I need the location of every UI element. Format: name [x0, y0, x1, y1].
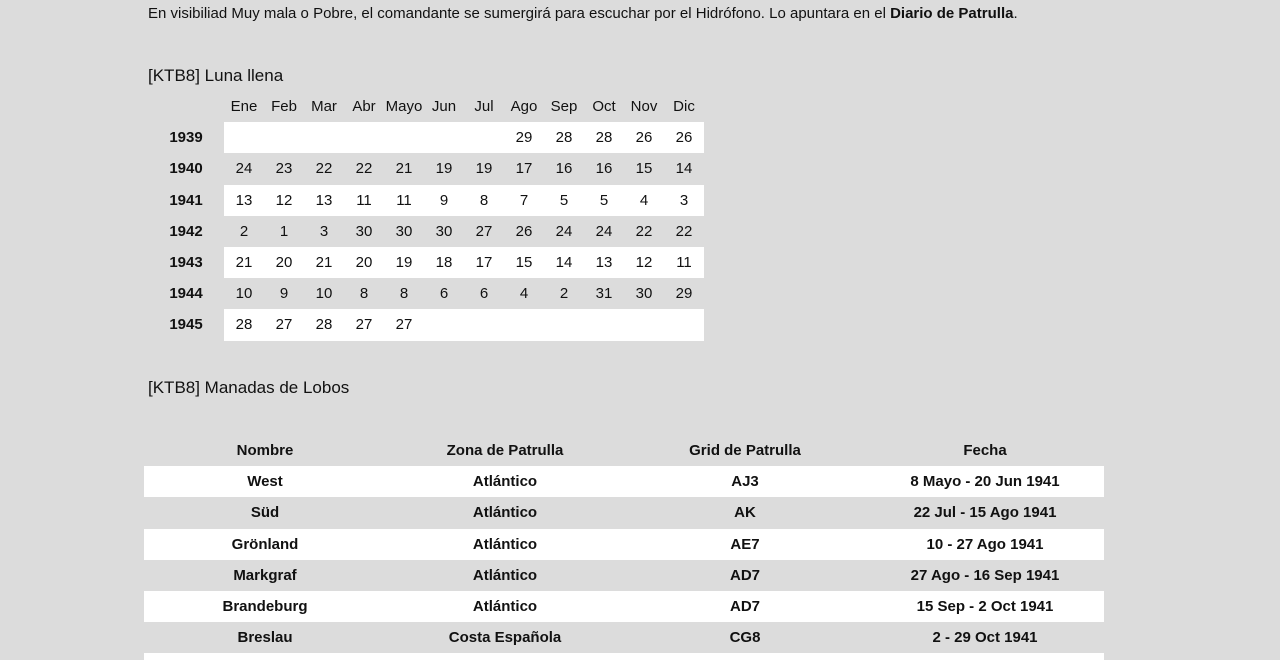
zona-cell: Atlántico — [472, 566, 538, 584]
moon-day-cell: 22 — [635, 222, 653, 240]
moon-day-cell: 19 — [384, 247, 424, 278]
moon-day-cell: 17 — [464, 247, 504, 278]
moon-day-cell: 26 — [515, 222, 533, 240]
fecha-cell: 15 Sep - 2 Oct 1941 — [866, 591, 1104, 622]
moon-section-title: [KTB8] Luna llena — [148, 66, 284, 85]
moon-day-cell: 13 — [584, 247, 624, 278]
moon-day-cell: 9 — [279, 285, 289, 303]
moon-day-cell: 16 — [595, 160, 613, 178]
moon-day-cell: 16 — [555, 160, 573, 178]
moon-day-cell: 24 — [235, 160, 253, 178]
moon-day-cell: 8 — [464, 185, 504, 216]
month-header: Ene — [230, 98, 258, 116]
moon-day-cell: 3 — [319, 222, 329, 240]
moon-day-cell: 18 — [424, 247, 464, 278]
month-header: Jun — [431, 98, 457, 116]
month-header: Abr — [352, 98, 376, 116]
intro-text: En visibiliad Muy mala o Pobre, el comandante se sumergirá para escuchar por el Hidrófono. Lo apuntara en el — [148, 5, 891, 22]
moon-row — [148, 185, 704, 216]
moon-day-cell — [344, 122, 384, 153]
zona-cell: Atlántico — [386, 529, 624, 560]
fecha-cell: 10 - 27 Ago 1941 — [866, 529, 1104, 560]
full-moon-table — [148, 91, 704, 341]
intro-paragraph — [148, 4, 1018, 24]
moon-day-cell: 1 — [279, 222, 289, 240]
moon-day-cell — [264, 122, 304, 153]
moon-day-cell: 7 — [504, 185, 544, 216]
moon-day-cell: 12 — [624, 247, 664, 278]
moon-day-cell: 6 — [479, 285, 489, 303]
grid-cell: AK — [734, 504, 756, 522]
moon-day-cell: 27 — [384, 309, 424, 340]
moon-day-cell — [304, 122, 344, 153]
moon-day-cell: 6 — [439, 285, 449, 303]
moon-day-cell: 15 — [635, 160, 653, 178]
grid-cell: AE7 — [624, 529, 866, 560]
month-header: Mayo — [385, 98, 423, 116]
moon-day-cell: 20 — [264, 247, 304, 278]
moon-day-cell — [624, 309, 664, 340]
moon-day-cell: 3 — [664, 185, 704, 216]
year-cell: 1945 — [169, 316, 203, 334]
zona-cell: Atlántico — [386, 466, 624, 497]
moon-day-cell — [544, 309, 584, 340]
table-row — [144, 560, 1104, 591]
moon-day-cell: 14 — [675, 160, 693, 178]
moon-row — [148, 247, 704, 278]
moon-day-cell: 22 — [675, 222, 693, 240]
moon-day-cell: 24 — [555, 222, 573, 240]
month-header: Feb — [271, 98, 297, 116]
moon-header-row — [148, 91, 704, 122]
column-header-grid: Grid de Patrulla — [689, 442, 801, 460]
moon-row — [148, 122, 704, 153]
moon-day-cell: 28 — [224, 309, 264, 340]
moon-day-cell: 20 — [344, 247, 384, 278]
moon-day-cell: 11 — [384, 185, 424, 216]
table-row — [144, 622, 1104, 653]
nombre-cell: Markgraf — [233, 566, 297, 584]
nombre-cell: Brandeburg — [144, 591, 386, 622]
moon-day-cell: 5 — [584, 185, 624, 216]
moon-day-cell: 26 — [624, 122, 664, 153]
moon-day-cell: 21 — [304, 247, 344, 278]
table-row-partial — [144, 653, 1104, 660]
moon-day-cell — [504, 309, 544, 340]
moon-day-cell: 13 — [224, 185, 264, 216]
nombre-cell: Breslau — [237, 629, 293, 647]
column-header-nombre: Nombre — [236, 442, 294, 460]
moon-day-cell: 28 — [544, 122, 584, 153]
moon-day-cell: 8 — [399, 285, 409, 303]
moon-day-cell: 11 — [344, 185, 384, 216]
fecha-cell: 27 Ago - 16 Sep 1941 — [910, 566, 1060, 584]
moon-day-cell: 19 — [435, 160, 453, 178]
moon-day-cell: 28 — [304, 309, 344, 340]
moon-day-cell: 15 — [504, 247, 544, 278]
moon-day-cell — [664, 309, 704, 340]
month-header: Oct — [592, 98, 616, 116]
month-header: Ago — [510, 98, 538, 116]
moon-day-cell — [424, 309, 464, 340]
moon-day-cell: 14 — [544, 247, 584, 278]
moon-day-cell: 10 — [315, 285, 333, 303]
moon-day-cell — [384, 122, 424, 153]
fecha-cell: 8 Mayo - 20 Jun 1941 — [866, 466, 1104, 497]
moon-day-cell: 30 — [435, 222, 453, 240]
moon-day-cell: 8 — [359, 285, 369, 303]
month-header: Mar — [311, 98, 337, 116]
moon-row — [148, 278, 704, 309]
grid-cell: CG8 — [729, 629, 761, 647]
moon-day-cell: 21 — [395, 160, 413, 178]
moon-day-cell: 5 — [544, 185, 584, 216]
moon-day-cell: 31 — [595, 285, 613, 303]
moon-day-cell: 19 — [475, 160, 493, 178]
moon-day-cell — [224, 122, 264, 153]
moon-day-cell — [424, 122, 464, 153]
table-row — [144, 466, 1104, 497]
column-header-fecha: Fecha — [963, 442, 1007, 460]
moon-day-cell: 2 — [239, 222, 249, 240]
grid-cell: AD7 — [624, 591, 866, 622]
year-cell: 1942 — [169, 222, 203, 240]
grid-cell: AD7 — [729, 566, 760, 584]
grid-cell: AJ3 — [624, 466, 866, 497]
table-row — [144, 497, 1104, 528]
nombre-cell: Süd — [250, 504, 280, 522]
month-header: Jul — [474, 98, 494, 116]
moon-day-cell: 21 — [224, 247, 264, 278]
moon-day-cell: 4 — [624, 185, 664, 216]
moon-day-cell: 27 — [475, 222, 493, 240]
moon-row — [148, 216, 704, 247]
moon-day-cell: 26 — [664, 122, 704, 153]
year-cell: 1941 — [169, 191, 203, 209]
nombre-cell: Grönland — [144, 529, 386, 560]
moon-day-cell — [584, 309, 624, 340]
moon-day-cell — [464, 309, 504, 340]
moon-day-cell: 4 — [519, 285, 529, 303]
moon-day-cell: 9 — [424, 185, 464, 216]
nombre-cell: West — [144, 466, 386, 497]
year-header-cell — [148, 91, 224, 122]
moon-day-cell: 24 — [595, 222, 613, 240]
moon-day-cell: 13 — [304, 185, 344, 216]
moon-day-cell: 27 — [264, 309, 304, 340]
zona-cell: Atlántico — [472, 504, 538, 522]
year-cell: 1940 — [169, 160, 203, 178]
moon-day-cell: 27 — [344, 309, 384, 340]
table-row — [144, 529, 1104, 560]
moon-day-cell: 29 — [675, 285, 693, 303]
moon-day-cell: 17 — [515, 160, 533, 178]
moon-day-cell: 2 — [559, 285, 569, 303]
column-header-zona: Zona de Patrulla — [446, 442, 564, 460]
wolfpack-section-title: [KTB8] Manadas de Lobos — [148, 378, 350, 397]
year-cell: 1944 — [169, 285, 203, 303]
intro-end: . — [1013, 5, 1018, 22]
year-cell: 1939 — [169, 129, 203, 147]
moon-day-cell: 22 — [355, 160, 373, 178]
moon-row — [148, 153, 704, 184]
moon-row — [148, 309, 704, 340]
moon-day-cell: 30 — [635, 285, 653, 303]
moon-day-cell: 12 — [264, 185, 304, 216]
moon-day-cell: 22 — [315, 160, 333, 178]
moon-day-cell: 29 — [504, 122, 544, 153]
fecha-cell: 2 - 29 Oct 1941 — [932, 629, 1038, 647]
moon-day-cell — [464, 122, 504, 153]
moon-day-cell: 11 — [664, 247, 704, 278]
moon-day-cell: 28 — [584, 122, 624, 153]
moon-day-cell: 10 — [235, 285, 253, 303]
year-cell: 1943 — [169, 254, 203, 272]
zona-cell: Atlántico — [386, 591, 624, 622]
wolfpack-table — [144, 435, 1104, 653]
month-header: Dic — [673, 98, 695, 116]
month-header: Sep — [550, 98, 578, 116]
fecha-cell: 22 Jul - 15 Ago 1941 — [913, 504, 1057, 522]
moon-day-cell: 30 — [355, 222, 373, 240]
moon-day-cell: 30 — [395, 222, 413, 240]
moon-day-cell: 23 — [275, 160, 293, 178]
wolfpack-header-row — [144, 435, 1104, 466]
table-row — [144, 591, 1104, 622]
zona-cell: Costa Española — [448, 629, 562, 647]
month-header: Nov — [630, 98, 658, 116]
intro-bold-text: Diario de Patrulla — [890, 5, 1014, 22]
